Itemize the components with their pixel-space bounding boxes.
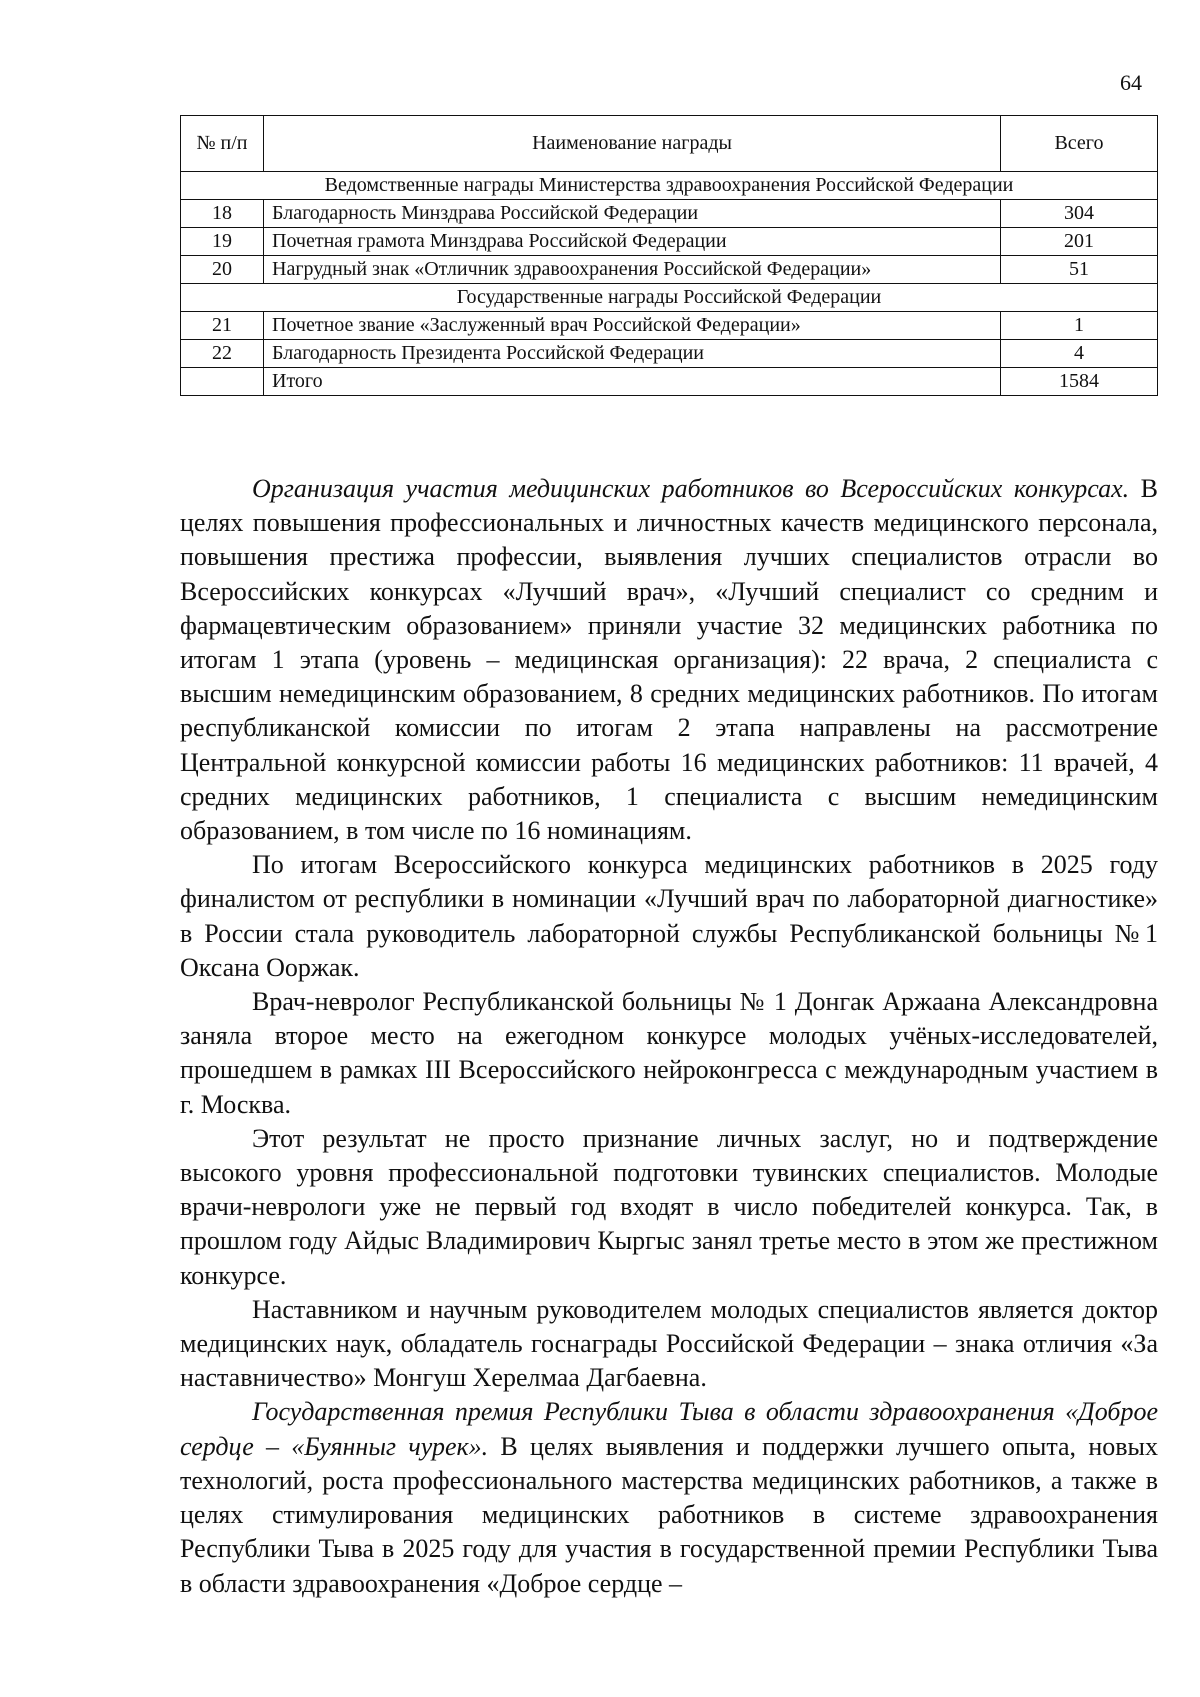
table-row <box>181 200 1158 228</box>
row-award-name: Почетное звание «Заслуженный врач Российской Федерации» <box>264 312 1001 340</box>
row-number: 22 <box>181 340 264 368</box>
paragraph-lead: Государственная премия Республики Тыва в области здравоохранения «Доброе сердце – «Буянныг чурек». <box>180 1397 1158 1461</box>
paragraph <box>180 1395 1158 1600</box>
paragraph <box>180 985 1158 1122</box>
row-total: 51 <box>1001 256 1158 284</box>
row-total: 201 <box>1001 228 1158 256</box>
section-title: Государственные награды Российской Федерации <box>181 284 1158 312</box>
row-total: 1 <box>1001 312 1158 340</box>
body-text <box>180 472 1158 1601</box>
paragraph-text: Врач-невролог Республиканской больницы № 1 Донгак Аржаана Александровна заняла второе место на ежегодном конкурсе молодых учёных-исследователей, прошедшем в рамках III Всероссийского нейроконгресса с международным участием в г. Москва. <box>180 987 1158 1119</box>
row-number: 21 <box>181 312 264 340</box>
paragraph-lead: Организация участия медицинских работников во Всероссийских конкурсах. <box>252 474 1130 503</box>
header-number: № п/п <box>181 116 264 172</box>
paragraph <box>180 1122 1158 1293</box>
row-total: 4 <box>1001 340 1158 368</box>
row-total: 304 <box>1001 200 1158 228</box>
paragraph-text: В целях выявления и поддержки лучшего опыта, новых технологий, роста профессионального мастерства медицинских работников, а также в целях стимулирования медицинских работников в системе здравоохранения Республики Тыва в 2025 году для участия в государственной премии Республики Тыва в области здравоохранения «Доброе сердце – <box>180 1431 1158 1598</box>
paragraph-text: Наставником и научным руководителем молодых специалистов является доктор медицинских наук, обладатель госнаграды Российской Федерации – знака отличия «За наставничество» Монгуш Херелмаа Дагбаевна. <box>180 1294 1158 1393</box>
table-row <box>181 228 1158 256</box>
header-award-name: Наименование награды <box>264 116 1001 172</box>
paragraph <box>180 1293 1158 1396</box>
section-row <box>181 172 1158 200</box>
total-label: Итого <box>264 368 1001 396</box>
total-row <box>181 368 1158 396</box>
awards-table <box>180 115 1158 396</box>
table-row <box>181 312 1158 340</box>
page-number: 64 <box>1120 70 1142 95</box>
section-title: Ведомственные награды Министерства здравоохранения Российской Федерации <box>181 172 1158 200</box>
row-number: 20 <box>181 256 264 284</box>
section-row <box>181 284 1158 312</box>
total-number <box>181 368 264 396</box>
paragraph <box>180 472 1158 848</box>
paragraph-text: Этот результат не просто признание личных заслуг, но и подтверждение высокого уровня профессиональной подготовки тувинских специалистов. Молодые врачи-неврологи уже не первый год входят в число победителей конкурса. Так, в прошлом году Айдыс Владимирович Кыргыс занял третье место в этом же престижном конкурсе. <box>180 1123 1158 1290</box>
header-total: Всего <box>1001 116 1158 172</box>
paragraph-text: По итогам Всероссийского конкурса медицинских работников в 2025 году финалистом от республики в номинации «Лучший врач по лабораторной диагностике» в России стала руководитель лабораторной службы Республиканской больницы №1 Оксана Ооржак. <box>180 850 1158 982</box>
total-value: 1584 <box>1001 368 1158 396</box>
row-award-name: Почетная грамота Минздрава Российской Федерации <box>264 228 1001 256</box>
table-header-row <box>181 116 1158 172</box>
row-award-name: Нагрудный знак «Отличник здравоохранения Российской Федерации» <box>264 256 1001 284</box>
row-award-name: Благодарность Минздрава Российской Федерации <box>264 200 1001 228</box>
paragraph <box>180 848 1158 985</box>
table-row <box>181 340 1158 368</box>
row-award-name: Благодарность Президента Российской Федерации <box>264 340 1001 368</box>
table-row <box>181 256 1158 284</box>
paragraph-text: В целях повышения профессиональных и личностных качеств медицинского персонала, повышения престижа профессии, выявления лучших специалистов отрасли во Всероссийских конкурсах «Лучший врач», «Лучший специалист со средним и фармацевтическим образованием» приняли участие 32 медицинских работника по итогам 1 этапа (уровень – медицинская организация): 22 врача, 2 специалиста с высшим немедицинским образованием, 8 средних медицинских работников. По итогам республиканской комиссии по итогам 2 этапа направлены на рассмотрение Центральной конкурсной комиссии работы 16 медицинских работников: 11 врачей, 4 средних медицинских работников, 1 специалиста с высшим немедицинским образованием, в том числе по 16 номинациям. <box>180 474 1158 846</box>
row-number: 19 <box>181 228 264 256</box>
row-number: 18 <box>181 200 264 228</box>
